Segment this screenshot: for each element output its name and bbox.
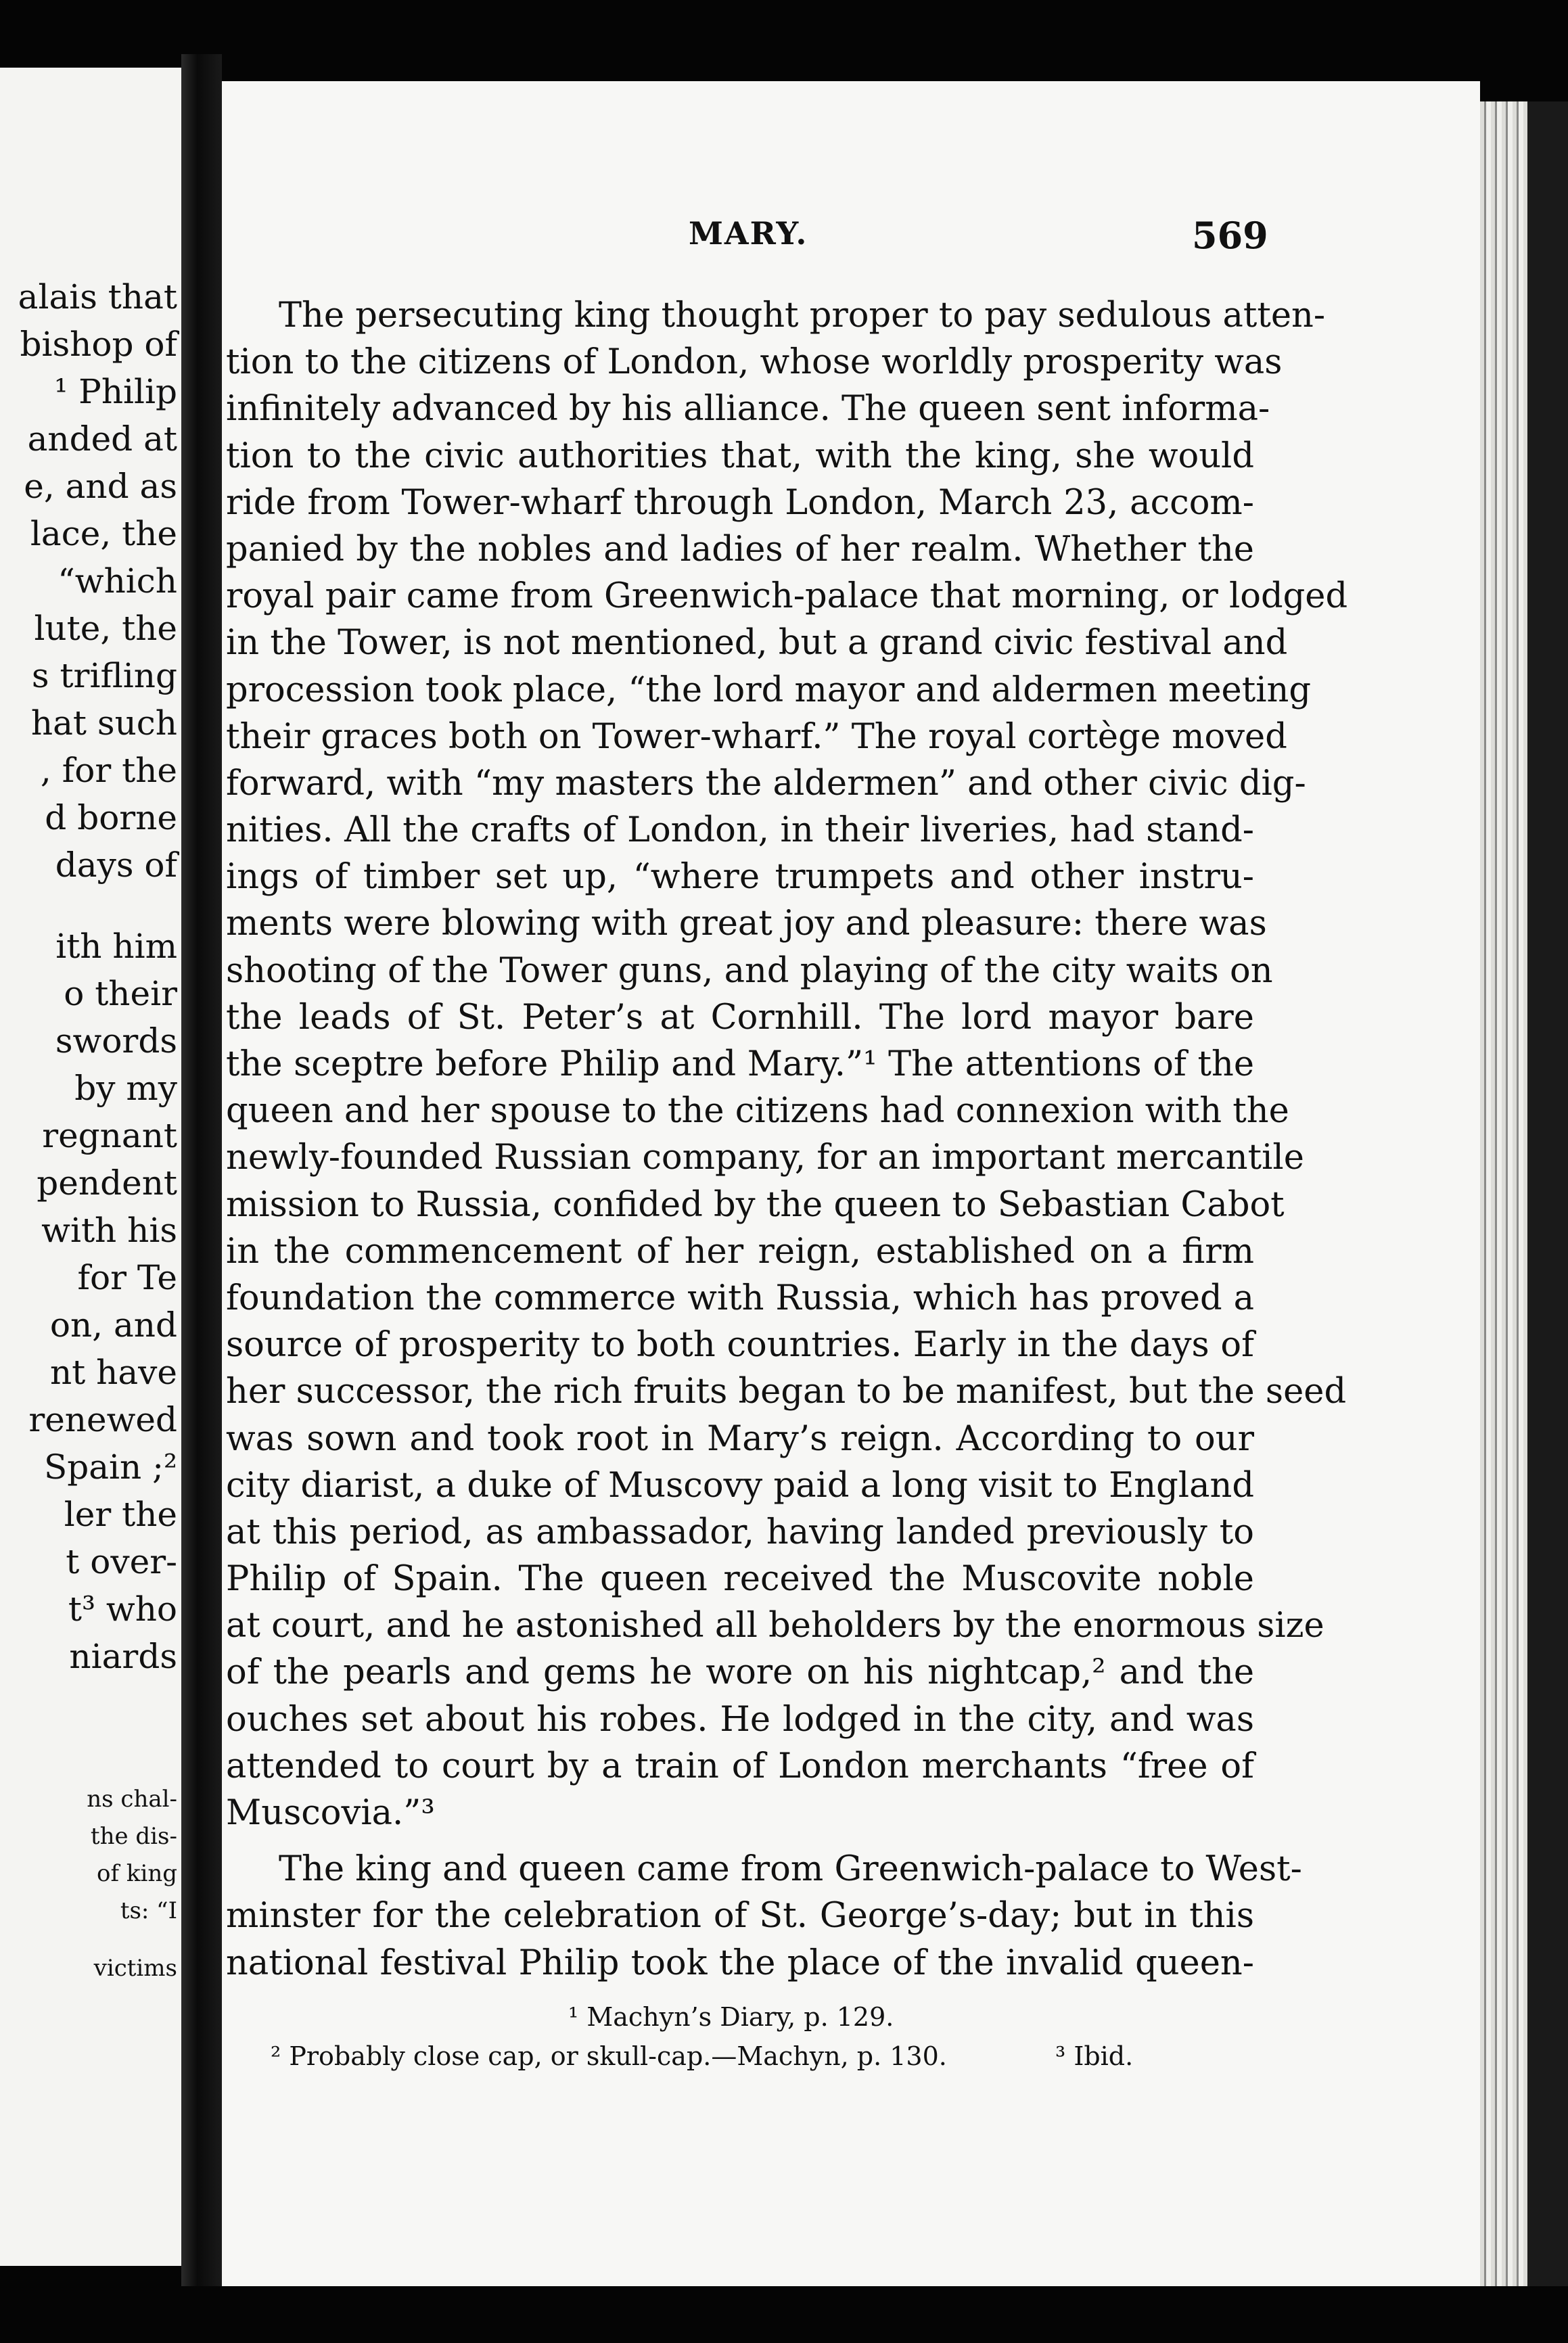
left-page-line: bishop of — [20, 325, 177, 364]
left-page-line: regnant — [42, 1116, 177, 1155]
text-line: The persecuting king thought proper to pay sedulous atten- — [279, 296, 1326, 335]
text-line: her successor, the rich fruits began to be manifest, but the seed — [226, 1372, 1347, 1412]
left-page-line: ith him — [55, 927, 177, 966]
text-line: ments were blowing with great joy and pleasure: there was — [226, 904, 1267, 944]
page-number: 569 — [1192, 214, 1268, 257]
left-page-note: victims — [93, 1955, 177, 1982]
text-line: the leads of St. Peter’s at Cornhill. The lord mayor bare — [226, 997, 1254, 1038]
text-line: in the commencement of her reign, established on a firm — [226, 1231, 1254, 1272]
left-page-note: the dis- — [90, 1823, 177, 1850]
text-line: ride from Tower-wharf through London, March 23, accom- — [226, 482, 1254, 523]
text-line: Philip of Spain. The queen received the Muscovite noble — [226, 1559, 1254, 1600]
text-line: forward, with “my masters the aldermen” and other civic dig- — [226, 763, 1306, 804]
left-page-note: ts: “I — [120, 1897, 177, 1924]
left-page-line: lace, the — [30, 514, 177, 553]
left-page-note: ns chal- — [87, 1786, 177, 1813]
text-line: of the pearls and gems he wore on his nightcap,² and the — [226, 1652, 1254, 1693]
left-page-line: pendent — [37, 1163, 177, 1203]
text-line: the sceptre before Philip and Mary.”¹ The attentions of the — [226, 1044, 1254, 1084]
page-edges — [1480, 101, 1527, 2286]
text-line: ings of timber set up, “where trumpets and other instru- — [226, 857, 1254, 898]
left-page-line: e, and as — [24, 467, 177, 506]
running-header: MARY. — [689, 215, 808, 252]
left-page-line: d borne — [45, 798, 177, 837]
left-page-line: t over- — [66, 1542, 177, 1581]
text-line: tion to the citizens of London, whose worldly prosperity was — [226, 342, 1283, 383]
text-line: queen and her spouse to the citizens had connexion with the — [226, 1091, 1289, 1132]
footnote-3: ³ Ibid. — [1055, 2041, 1134, 2071]
text-line: royal pair came from Greenwich-palace that morning, or lodged — [226, 576, 1348, 617]
left-page-line: “which — [57, 561, 177, 601]
text-line: city diarist, a duke of Muscovy paid a long visit to England — [226, 1465, 1254, 1506]
text-line: at this period, as ambassador, having landed previously to — [226, 1512, 1254, 1552]
body-text — [226, 292, 1348, 1987]
left-page-line: hat such — [30, 703, 177, 743]
text-line: minster for the celebration of St. George’s-day; but in this — [226, 1896, 1254, 1936]
left-page — [0, 68, 181, 2266]
left-page-line: lute, the — [34, 609, 177, 648]
left-page-line: nt have — [49, 1353, 177, 1392]
book-cover-edge — [1527, 101, 1568, 2286]
footnote-2: ² Probably close cap, or skull-cap.—Machyn, p. 130. — [271, 2041, 947, 2071]
book-gutter — [181, 54, 222, 2286]
text-line: The king and queen came from Greenwich-palace to West- — [279, 1849, 1302, 1890]
text-line: procession took place, “the lord mayor and aldermen meeting — [226, 670, 1312, 710]
left-page-line: swords — [55, 1021, 177, 1061]
text-line: was sown and took root in Mary’s reign. According to our — [226, 1418, 1254, 1459]
text-line: panied by the nobles and ladies of her realm. Whether the — [226, 529, 1254, 570]
text-line: infinitely advanced by his alliance. The queen sent informa- — [226, 389, 1270, 430]
text-line: tion to the civic authorities that, with the king, she would — [226, 436, 1254, 476]
text-line: in the Tower, is not mentioned, but a grand civic festival and — [226, 623, 1288, 664]
text-line: newly-founded Russian company, for an important mercantile — [226, 1138, 1304, 1178]
text-line: shooting of the Tower guns, and playing of the city waits on — [226, 950, 1273, 991]
text-line: at court, and he astonished all beholders by the enormous size — [226, 1606, 1324, 1646]
text-line: mission to Russia, confided by the queen to Sebastian Cabot — [226, 1184, 1285, 1225]
left-page-line: renewed — [28, 1400, 177, 1439]
text-line: national festival Philip took the place of the invalid queen- — [226, 1943, 1254, 1983]
left-page-line: with his — [41, 1211, 177, 1250]
text-line: foundation the commerce with Russia, which has proved a — [226, 1278, 1254, 1318]
left-page-note: of king — [97, 1860, 177, 1887]
text-line: nities. All the crafts of London, in their liveries, had stand- — [226, 810, 1254, 851]
left-page-line: niards — [69, 1637, 177, 1676]
text-line: attended to court by a train of London merchants “free of — [226, 1746, 1254, 1786]
left-page-line: ¹ Philip — [54, 372, 177, 411]
text-line: ouches set about his robes. He lodged in the city, and was — [226, 1699, 1254, 1740]
text-line: Muscovia.”³ — [226, 1793, 435, 1833]
left-page-line: on, and — [49, 1305, 177, 1345]
left-page-line: ler the — [64, 1495, 177, 1534]
left-page-line: o their — [64, 974, 177, 1013]
text-line: their graces both on Tower-wharf.” The royal cortège moved — [226, 716, 1287, 757]
left-page-line: , for the — [40, 751, 177, 790]
text-line: source of prosperity to both countries. Early in the days of — [226, 1325, 1254, 1366]
left-page-line: alais that — [18, 277, 177, 317]
left-page-line: for Te — [77, 1258, 177, 1297]
left-page-line: s trifling — [31, 656, 177, 695]
left-page-line: t³ who — [68, 1590, 177, 1629]
left-page-line: by my — [74, 1069, 177, 1108]
left-page-line: Spain ;² — [43, 1447, 177, 1487]
left-page-line: days of — [55, 845, 177, 885]
left-page-line: anded at — [27, 419, 177, 459]
footnote-1: ¹ Machyn’s Diary, p. 129. — [568, 2002, 894, 2032]
